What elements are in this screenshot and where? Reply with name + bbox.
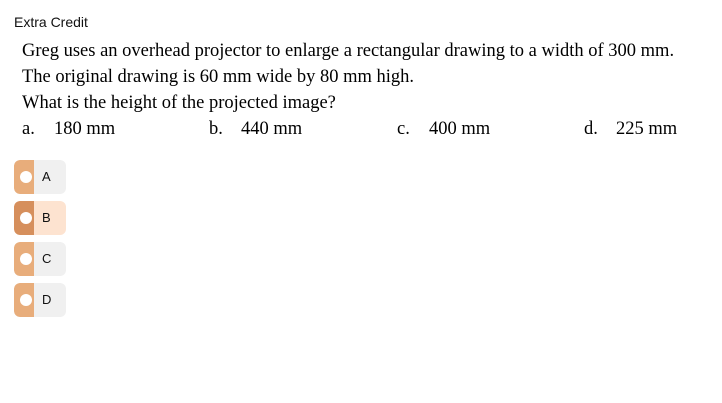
radio-icon[interactable] bbox=[20, 253, 32, 265]
choice-letter: a. bbox=[22, 119, 35, 139]
choice-d bbox=[584, 116, 677, 142]
answer-choices bbox=[22, 116, 720, 142]
option-d[interactable] bbox=[14, 283, 66, 317]
choice-text: 180 mm bbox=[54, 119, 116, 139]
page-title: Extra Credit bbox=[14, 14, 88, 30]
radio-icon[interactable] bbox=[20, 212, 32, 224]
option-c[interactable] bbox=[14, 242, 66, 276]
option-label: D bbox=[42, 292, 52, 307]
option-label: C bbox=[42, 251, 52, 266]
choice-letter: b. bbox=[209, 119, 223, 139]
question-line: What is the height of the projected image? bbox=[22, 93, 336, 113]
choice-c bbox=[397, 116, 490, 142]
question-image bbox=[22, 38, 720, 142]
option-label: A bbox=[42, 169, 51, 184]
option-b[interactable] bbox=[14, 201, 66, 235]
choice-a bbox=[22, 116, 115, 142]
option-label: B bbox=[42, 210, 51, 225]
choice-letter: d. bbox=[584, 119, 598, 139]
choice-text: 225 mm bbox=[616, 119, 678, 139]
choice-letter: c. bbox=[397, 119, 410, 139]
choice-text: 400 mm bbox=[429, 119, 491, 139]
option-a[interactable] bbox=[14, 160, 66, 194]
radio-icon[interactable] bbox=[20, 171, 32, 183]
radio-icon[interactable] bbox=[20, 294, 32, 306]
question-line: The original drawing is 60 mm wide by 80 mm high. bbox=[22, 67, 415, 87]
question-line: Greg uses an overhead projector to enlarge a rectangular drawing to a width of 300 mm. bbox=[22, 41, 675, 61]
answer-options bbox=[14, 160, 66, 324]
choice-text: 440 mm bbox=[241, 119, 303, 139]
choice-b bbox=[209, 116, 302, 142]
